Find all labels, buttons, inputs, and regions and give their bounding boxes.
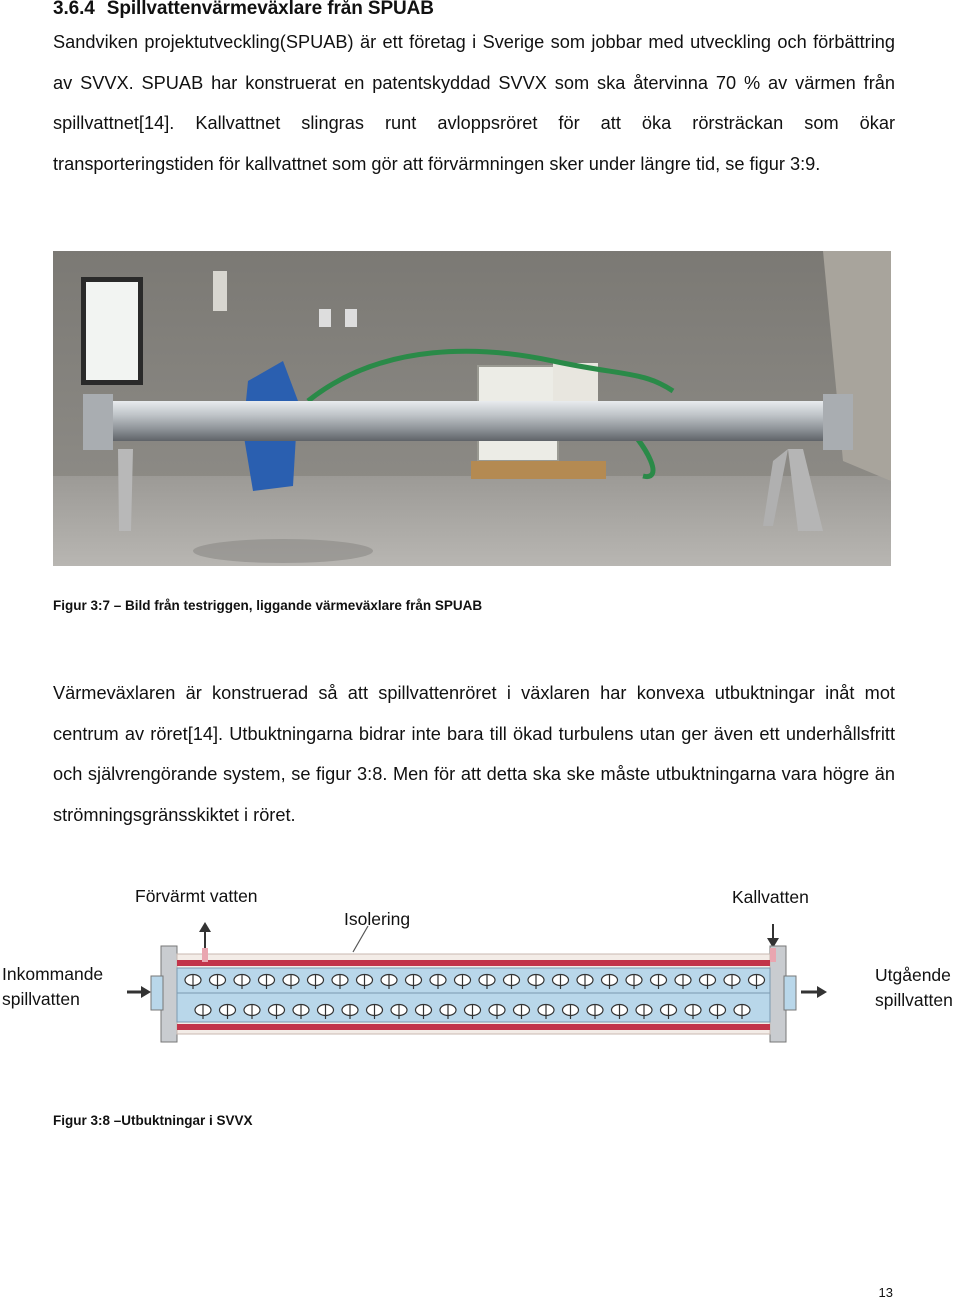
figure-caption-3-8: Figur 3:8 –Utbuktningar i SVVX	[53, 1113, 253, 1128]
test-rig-photo	[53, 251, 891, 566]
section-title: Spillvattenvärmeväxlare från SPUAB	[106, 0, 434, 19]
label-cold-water: Kallvatten	[732, 887, 809, 907]
label-outgoing-wastewater-line2: spillvatten	[875, 990, 953, 1010]
section-number: 3.6.4	[53, 0, 95, 19]
paragraph-intro: Sandviken projektutveckling(SPUAB) är ett företag i Sverige som jobbar med utveckling och förbättring av SVVX. SPUAB har konstruerat en patentskyddad SVVX som ska återvinna 70 % av värmen från spillvattnet[14]. Kallvattnet slingras runt avloppsröret för att öka rörsträckan som ökar transporteringstiden för kallvattnet som gör att förvärmningen sker under längre tid, se figur 3:9.	[53, 32, 895, 174]
figure-caption-3-7: Figur 3:7 – Bild från testriggen, liggande värmeväxlare från SPUAB	[53, 598, 483, 613]
label-outgoing-wastewater-line1: Utgående	[875, 965, 951, 985]
section-heading	[53, 0, 434, 20]
page-number: 13	[878, 1285, 893, 1300]
label-insulation: Isolering	[344, 909, 411, 929]
label-incoming-wastewater-line2: spillvatten	[2, 989, 80, 1009]
label-preheated-water: Förvärmt vatten	[135, 886, 258, 906]
paragraph-bulges: Värmeväxlaren är konstruerad så att spillvattenröret i växlaren har konvexa utbuktningar inåt mot centrum av röret[14]. Utbuktningarna bidrar inte bara till ökad turbulens utan ger även ett underhållsfritt och självrengörande system, se figur 3:8. Men för att detta ska ske måste utbuktningarna vara högre än strömningsgränsskiktet i röret.	[53, 683, 895, 825]
label-incoming-wastewater-line1: Inkommande	[2, 964, 104, 984]
heat-exchanger-diagram	[125, 918, 835, 1058]
